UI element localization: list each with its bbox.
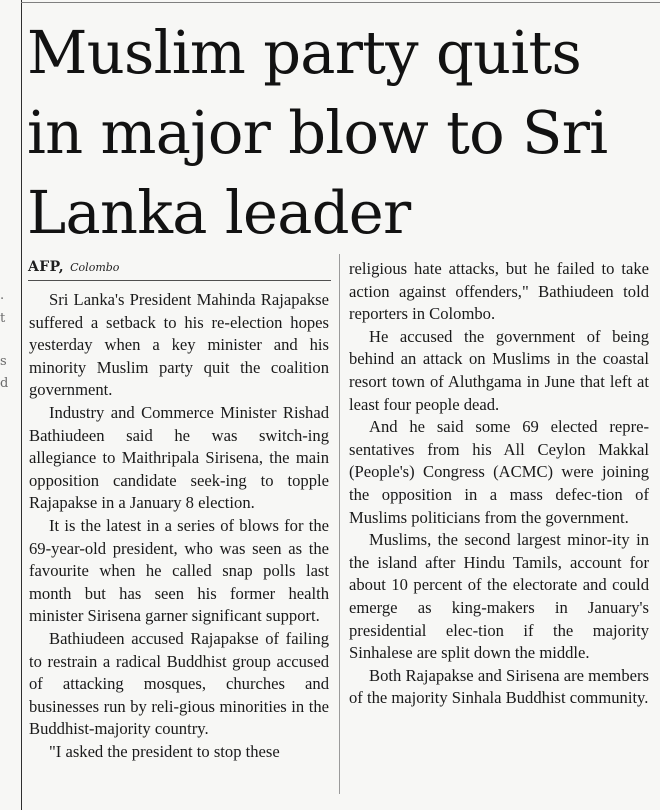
byline-agency: AFP, [28,259,64,275]
headline: Muslim party quits in major blow to Sri Lanka leader [27,18,608,247]
fragment-text: d [0,376,9,391]
article-column-2 [349,258,649,710]
paragraph: Bathiudeen accused Rajapakse of failing to restrain a radical Buddhist group accused of attacking mosques, churches and businesses run by reli-gious minorities in the Buddhist-majority country. [29,628,329,739]
byline-location: Colombo [70,261,120,274]
adjacent-column-fragment [0,0,18,810]
article-column-1 [29,289,329,763]
byline-rule [28,280,331,281]
fragment-text: s [0,354,7,369]
column-divider [339,254,340,794]
paragraph: Sri Lanka's President Mahinda Rajapakse suffered a setback to his re-election hopes yesterday when a key minister and his minority Muslim party quit the coalition government. [29,290,329,400]
paragraph: It is the latest in a series of blows for the 69-year-old president, who was seen as the favourite when he called snap polls last month but has seen his former health minister Sirisena garner significant support. [29,515,329,626]
paragraph: religious hate attacks, but he failed to take action against offenders," Bathiudeen told reporters in Colombo. [349,259,649,324]
fragment-text: t [0,311,6,326]
byline [28,259,328,276]
top-rule [21,2,660,3]
paragraph: And he said some 69 elected repre-sentatives from his All Ceylon Makkal (People's) Congress (ACMC) were joining the opposition in a mass defec-tion of Muslims politicians from the government. [349,417,649,527]
paragraph: Muslims, the second largest minor-ity in the island after Hindu Tamils, account for about 10 percent of the electorate and could emerge as king-makers in January's presidential elec-tion if the majority Sinhalese are split down the middle. [349,530,649,663]
paragraph: Both Rajapakse and Sirisena are members of the majority Sinhala Buddhist community. [349,665,649,708]
fragment-text: . [0,288,5,303]
paragraph: "I asked the president to stop these [49,741,280,761]
paragraph: He accused the government of being behind an attack on Muslims in the coastal resort town of Aluthgama in June that left at least four people dead. [349,326,649,414]
paragraph: Industry and Commerce Minister Rishad Bathiudeen said he was switch-ing allegiance to Maithripala Sirisena, the main opposition candidate seek-ing to topple Rajapakse in a January 8 election. [29,402,329,513]
column-divider-left [21,0,22,810]
